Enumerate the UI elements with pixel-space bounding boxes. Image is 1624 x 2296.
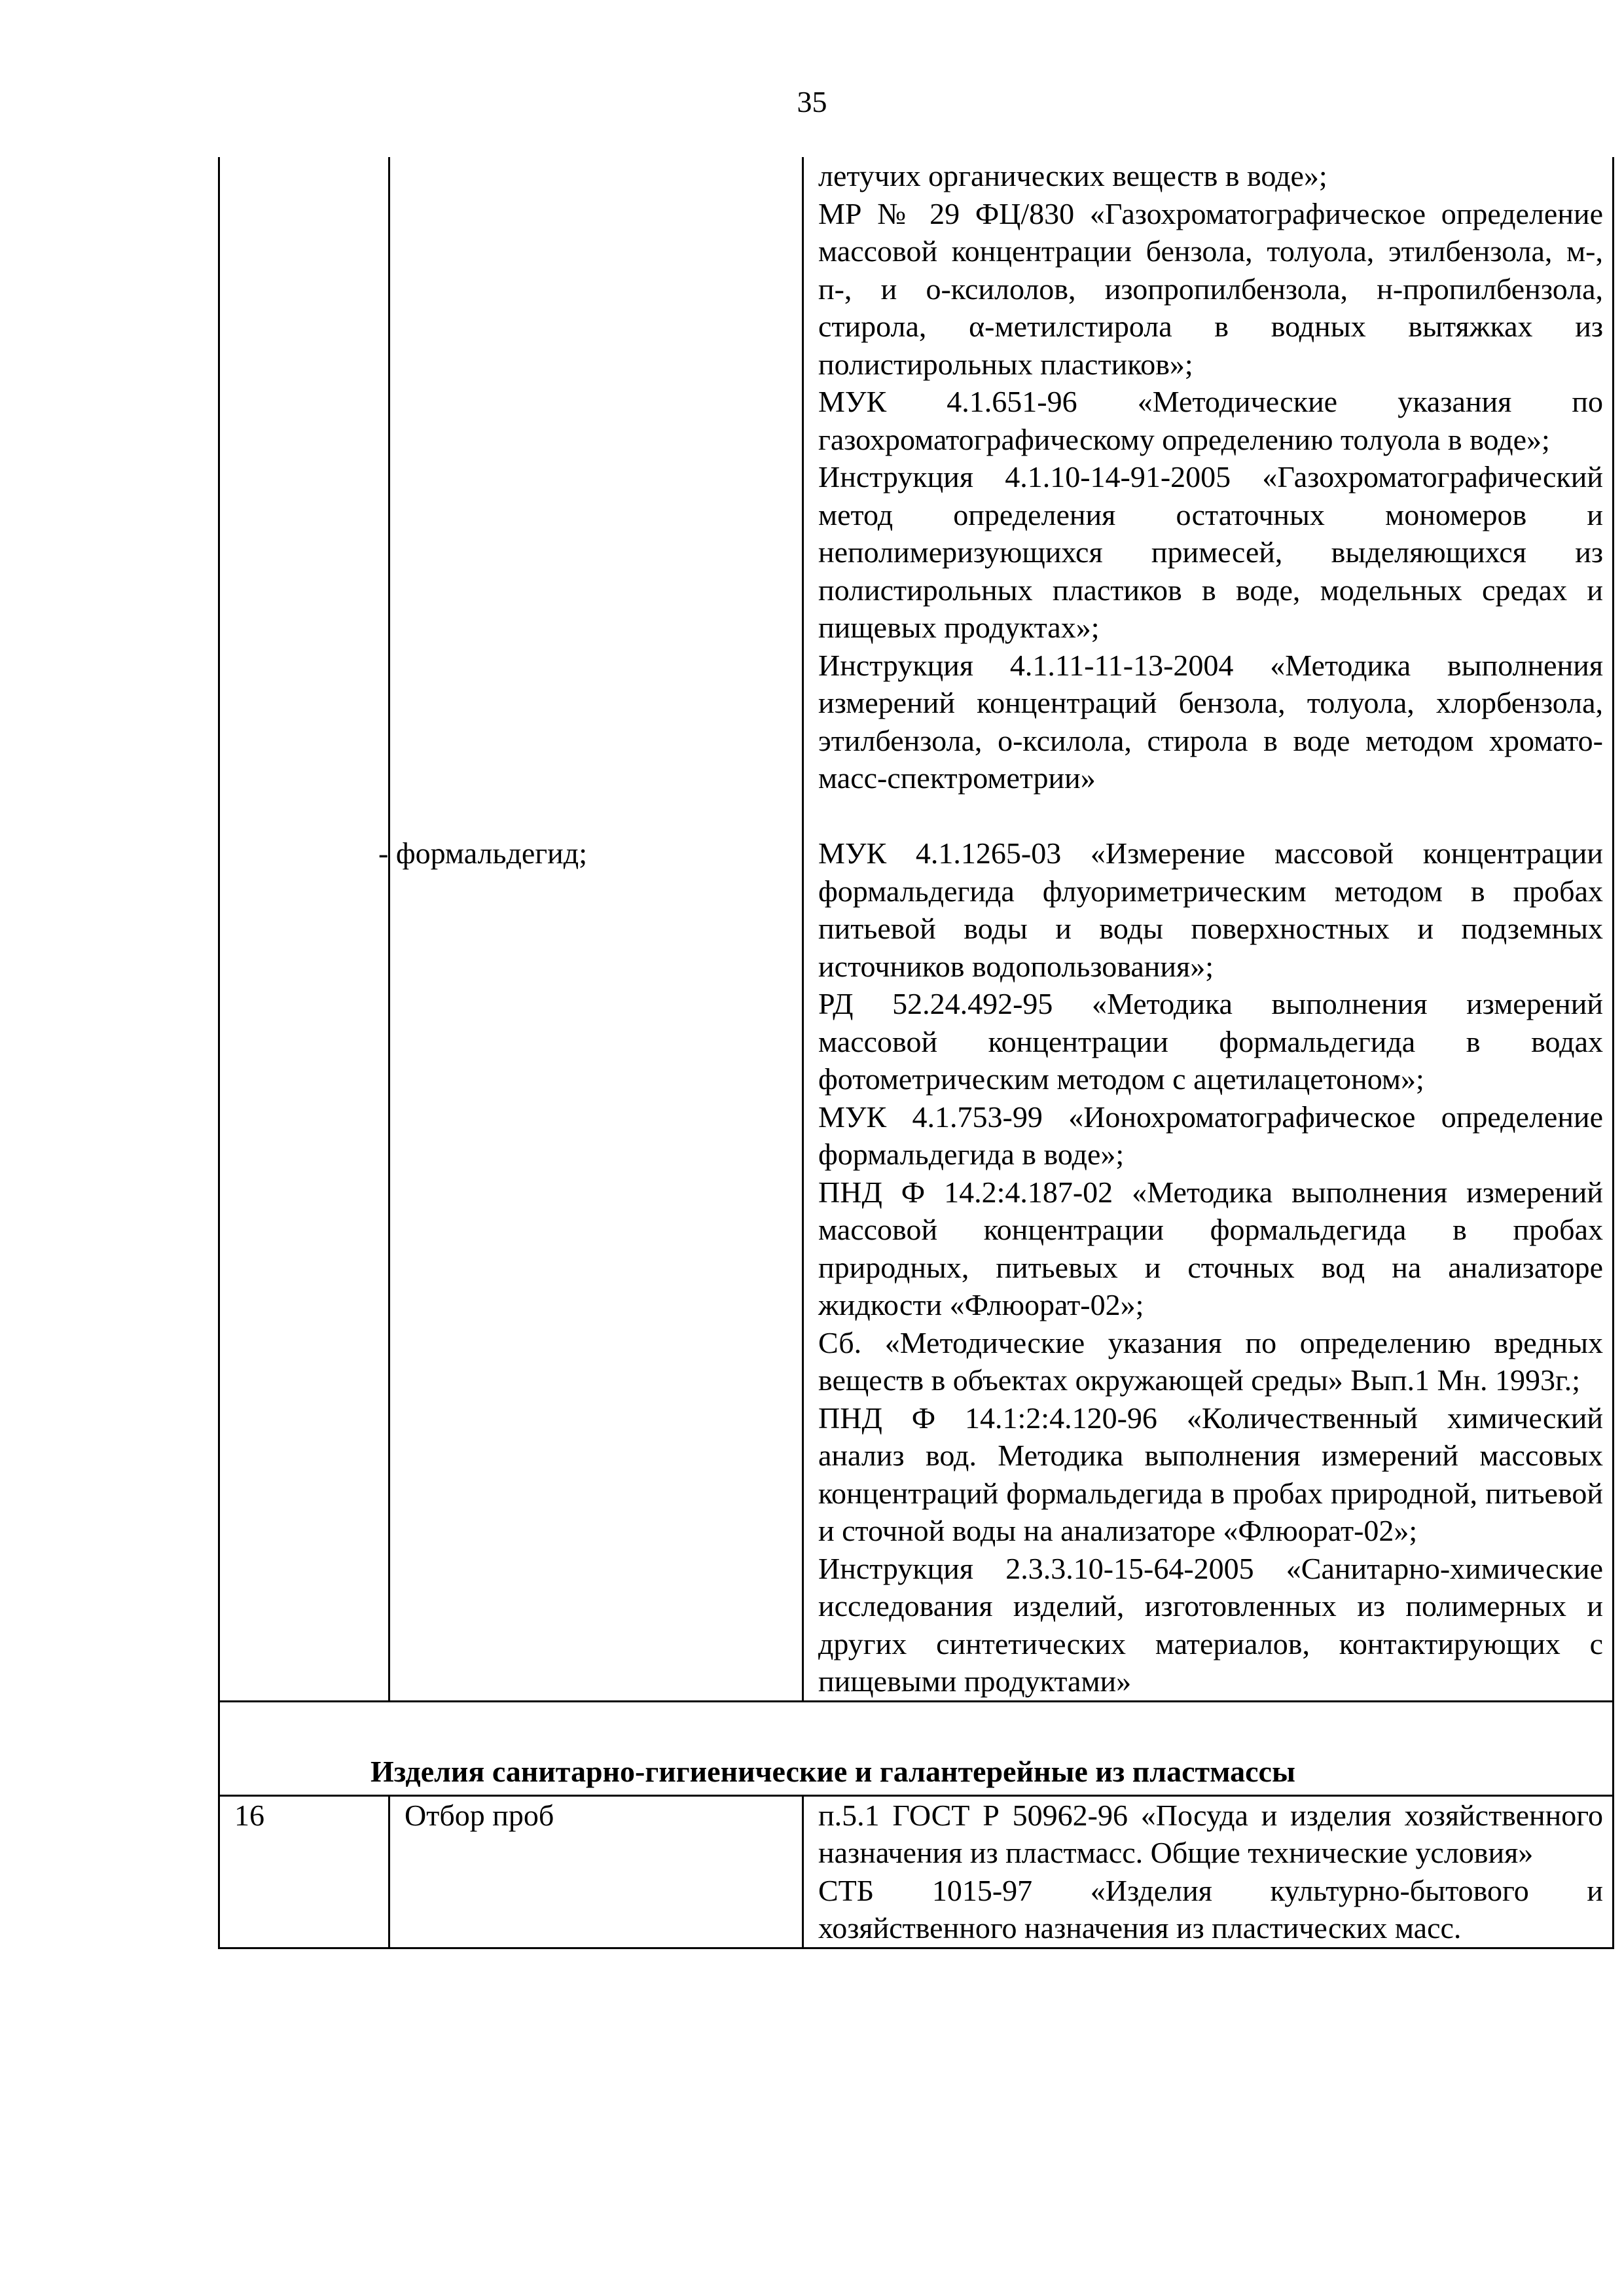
method-entry: ПНД Ф 14.2:4.187-02 «Методика выполнения измерений массовой концентрации формальдегида в пробах природных, питьевых и сточных вод на анализаторе жидкости «Флюорат-02»; [818, 1175, 1603, 1321]
section-header-row [219, 1701, 1614, 1795]
methods-cell [803, 1795, 1614, 1948]
formaldehyde-label: - формальдегид; [378, 836, 587, 870]
methods-cell [803, 157, 1614, 1701]
indicator-cell: Отбор проб [389, 1795, 803, 1948]
method-entry: МР № 29 ФЦ/830 «Газохроматографическое определение массовой концентрации бензола, толуола, этилбензола, м-, п-, и о-ксилолов, изопропилбензола, н-пропилбензола, стирола, α-метилстирола в водных вытяжках из полистирольных пластиков»; [818, 196, 1603, 381]
method-entry: СТБ 1015-97 «Изделия культурно-бытового и хозяйственного назначения из пластических масс. [818, 1873, 1603, 1945]
row-number-cell [219, 157, 389, 1701]
row-number-cell: 16 [219, 1795, 389, 1948]
table-row [219, 1795, 1614, 1948]
section-title: Изделия санитарно-гигиенические и галантерейные из пластмассы [219, 1701, 1614, 1795]
method-entry: Инструкция 4.1.11-11-13-2004 «Методика выполнения измерений концентраций бензола, толуола, хлорбензола, этилбензола, о-ксилола, стирола в воде методом хромато-масс-спектрометрии» [818, 648, 1603, 795]
page-number: 35 [797, 85, 827, 118]
methods-table [218, 157, 1614, 1949]
method-entry: Инструкция 4.1.10-14-91-2005 «Газохроматографический метод определения остаточных мономеров и неполимеризующихся примесей, выделяющихся из полистирольных пластиков в воде, модельных средах и пищевых продуктах»; [818, 460, 1603, 644]
blank-line [818, 797, 1603, 835]
method-entry: летучих органических веществ в воде»; [818, 159, 1327, 192]
method-entry: МУК 4.1.753-99 «Ионохроматографическое определение формальдегида в воде»; [818, 1100, 1603, 1171]
indicator-cell [389, 157, 803, 1701]
formaldehyde-block [818, 834, 1603, 1700]
method-entry: РД 52.24.492-95 «Методика выполнения измерений массовой концентрации формальдегида в водах фотометрическим методом с ацетилацетоном»; [818, 987, 1603, 1096]
method-entry: п.5.1 ГОСТ Р 50962-96 «Посуда и изделия хозяйственного назначения из пластмасс. Общие технические условия» [818, 1798, 1603, 1869]
method-entry: ПНД Ф 14.1:2:4.120-96 «Количественный химический анализ вод. Методика выполнения измерений массовых концентраций формальдегида в пробах природной, питьевой и сточной воды на анализаторе «Флюорат-02»; [818, 1401, 1603, 1547]
method-entry: МУК 4.1.1265-03 «Измерение массовой концентрации формальдегида флуориметрическим методом в пробах питьевой воды и воды поверхностных и подземных источников водопользования»; [818, 836, 1603, 983]
method-entry: Инструкция 2.3.3.10-15-64-2005 «Санитарно-химические исследования изделий, изготовленных из полимерных и других синтетических материалов, контактирующих с пищевыми продуктами» [818, 1551, 1603, 1698]
method-entry: МУК 4.1.651-96 «Методические указания по газохроматографическому определению толуола в воде»; [818, 385, 1603, 456]
method-entry: Сб. «Методические указания по определению вредных веществ в объектах окружающей среды» Вып.1 Мн. 1993г.; [818, 1325, 1603, 1397]
table-row [219, 157, 1614, 1701]
